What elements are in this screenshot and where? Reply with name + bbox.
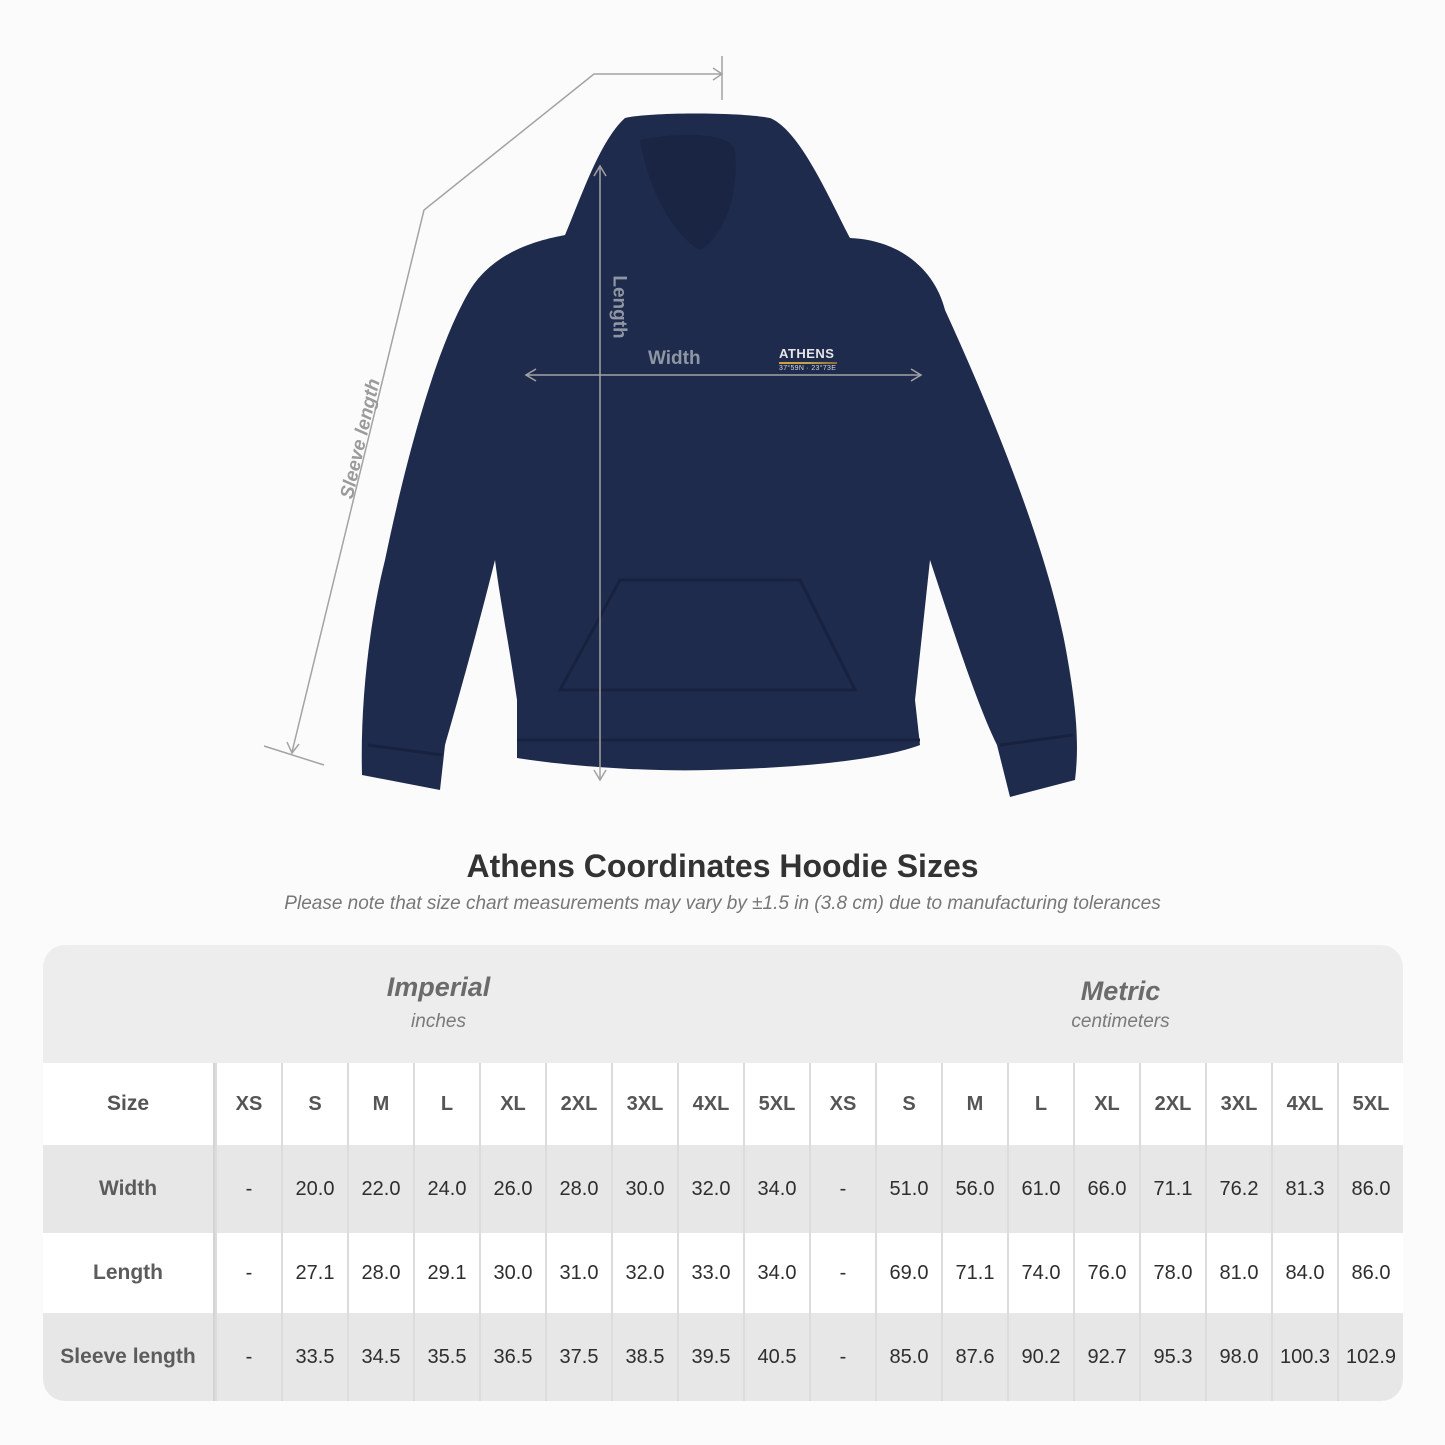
metric-unit: centimeters [1071, 1011, 1170, 1032]
imperial-size-header: 2XL [545, 1063, 611, 1145]
imperial-cell: 26.0 [479, 1145, 545, 1233]
row-label: Width [43, 1145, 215, 1233]
size-table [43, 945, 1403, 1401]
print-name: ATHENS [779, 346, 835, 361]
imperial-cell: 34.5 [347, 1313, 413, 1401]
page-subtitle: Please note that size chart measurements may vary by ±1.5 in (3.8 cm) due to manufacturing tolerances [284, 893, 1161, 914]
imperial-cell: - [215, 1233, 281, 1313]
metric-cell: 74.0 [1007, 1233, 1073, 1313]
print-color-bar [779, 362, 837, 364]
metric-cell: 81.3 [1271, 1145, 1337, 1233]
metric-cell: 51.0 [875, 1145, 941, 1233]
metric-cell: 78.0 [1139, 1233, 1205, 1313]
metric-cell: 69.0 [875, 1233, 941, 1313]
metric-cell: 92.7 [1073, 1313, 1139, 1401]
imperial-cell: 24.0 [413, 1145, 479, 1233]
metric-cell: - [809, 1233, 875, 1313]
imperial-cell: 32.0 [677, 1145, 743, 1233]
imperial-cell: - [215, 1313, 281, 1401]
metric-cell: 61.0 [1007, 1145, 1073, 1233]
imperial-size-header: XS [215, 1063, 281, 1145]
sleeve-guide-end [264, 746, 324, 765]
metric-cell: 76.2 [1205, 1145, 1271, 1233]
metric-cell: 90.2 [1007, 1313, 1073, 1401]
metric-size-header: XL [1073, 1063, 1139, 1145]
imperial-size-header: 3XL [611, 1063, 677, 1145]
imperial-cell: 28.0 [347, 1233, 413, 1313]
metric-size-header: L [1007, 1063, 1073, 1145]
size-column-label: Size [43, 1063, 215, 1145]
imperial-group-header [43, 945, 848, 1063]
metric-cell: 85.0 [875, 1313, 941, 1401]
imperial-cell: 34.0 [743, 1233, 809, 1313]
metric-cell: 87.6 [941, 1313, 1007, 1401]
metric-title: Metric [1080, 976, 1161, 1006]
imperial-cell: 35.5 [413, 1313, 479, 1401]
metric-cell: - [809, 1313, 875, 1401]
metric-cell: 56.0 [941, 1145, 1007, 1233]
imperial-cell: 30.0 [611, 1145, 677, 1233]
metric-size-header: 4XL [1271, 1063, 1337, 1145]
imperial-title: Imperial [386, 972, 491, 1002]
imperial-cell: 37.5 [545, 1313, 611, 1401]
metric-size-header: 2XL [1139, 1063, 1205, 1145]
metric-cell: 86.0 [1337, 1233, 1403, 1313]
metric-cell: 102.9 [1337, 1313, 1403, 1401]
metric-size-header: 3XL [1205, 1063, 1271, 1145]
metric-size-header: S [875, 1063, 941, 1145]
metric-cell: 84.0 [1271, 1233, 1337, 1313]
metric-cell: 66.0 [1073, 1145, 1139, 1233]
imperial-cell: 38.5 [611, 1313, 677, 1401]
metric-cell: 98.0 [1205, 1313, 1271, 1401]
imperial-cell: 22.0 [347, 1145, 413, 1233]
imperial-cell: 20.0 [281, 1145, 347, 1233]
table-row-length [43, 1233, 1403, 1313]
imperial-cell: 31.0 [545, 1233, 611, 1313]
imperial-cell: 33.5 [281, 1313, 347, 1401]
chest-print-logo [779, 346, 843, 376]
imperial-unit: inches [411, 1011, 466, 1032]
metric-size-header: M [941, 1063, 1007, 1145]
imperial-size-header: L [413, 1063, 479, 1145]
imperial-size-header: 4XL [677, 1063, 743, 1145]
metric-cell: 95.3 [1139, 1313, 1205, 1401]
page-title: Athens Coordinates Hoodie Sizes [466, 848, 979, 884]
metric-cell: 71.1 [1139, 1145, 1205, 1233]
metric-cell: 71.1 [941, 1233, 1007, 1313]
metric-cell: 76.0 [1073, 1233, 1139, 1313]
imperial-size-header: S [281, 1063, 347, 1145]
metric-cell: 81.0 [1205, 1233, 1271, 1313]
imperial-cell: 30.0 [479, 1233, 545, 1313]
imperial-cell: 39.5 [677, 1313, 743, 1401]
imperial-cell: 40.5 [743, 1313, 809, 1401]
table-row-width [43, 1145, 1403, 1233]
metric-group-header [848, 945, 1403, 1063]
row-label: Sleeve length [43, 1313, 215, 1401]
imperial-cell: 28.0 [545, 1145, 611, 1233]
imperial-size-header: 5XL [743, 1063, 809, 1145]
table-row-sleeve-length [43, 1313, 1403, 1401]
imperial-cell: 36.5 [479, 1313, 545, 1401]
imperial-cell: 27.1 [281, 1233, 347, 1313]
print-coordinates: 37°59N · 23°73E [779, 365, 837, 372]
imperial-cell: - [215, 1145, 281, 1233]
imperial-size-header: M [347, 1063, 413, 1145]
width-label: Width [648, 348, 701, 369]
sleeve-length-label: Sleeve length [336, 376, 385, 501]
row-label: Length [43, 1233, 215, 1313]
imperial-size-header: XL [479, 1063, 545, 1145]
table-header-row [43, 1063, 1403, 1145]
imperial-cell: 33.0 [677, 1233, 743, 1313]
metric-size-header: XS [809, 1063, 875, 1145]
length-label: Length [608, 275, 630, 339]
imperial-cell: 32.0 [611, 1233, 677, 1313]
metric-cell: 100.3 [1271, 1313, 1337, 1401]
metric-cell: 86.0 [1337, 1145, 1403, 1233]
imperial-cell: 29.1 [413, 1233, 479, 1313]
metric-cell: - [809, 1145, 875, 1233]
imperial-cell: 34.0 [743, 1145, 809, 1233]
metric-size-header: 5XL [1337, 1063, 1403, 1145]
